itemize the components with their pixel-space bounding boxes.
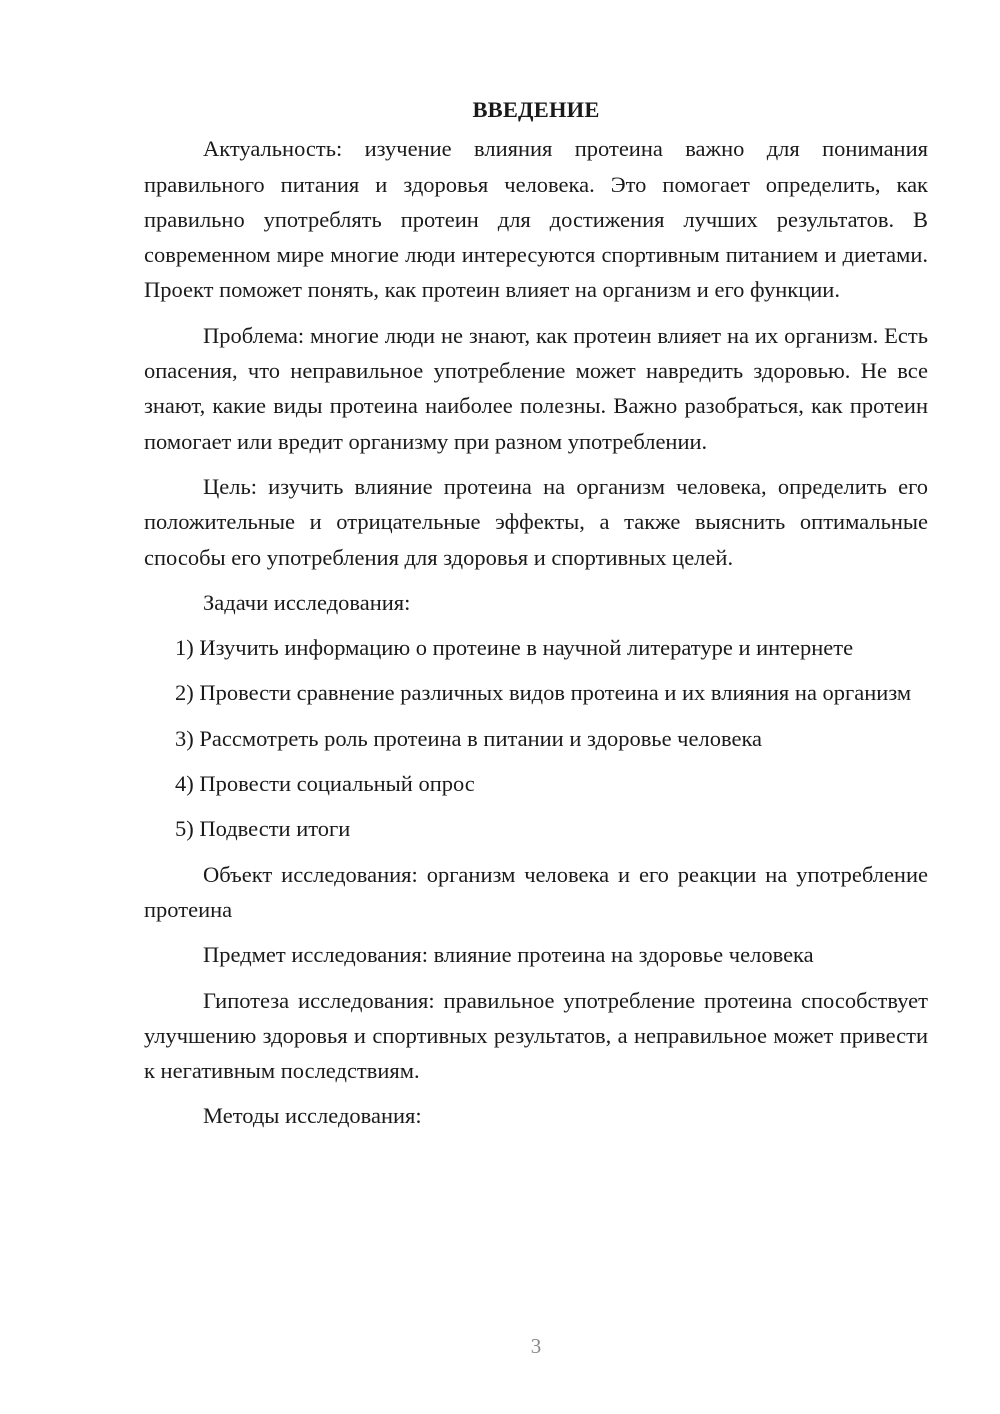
list-item: 5) Подвести итоги <box>175 816 351 842</box>
section-heading: ВВЕДЕНИЕ <box>472 97 600 122</box>
subject-paragraph: Предмет исследования: влияние протеина на здоровье человека <box>203 942 814 968</box>
tasks-list <box>144 630 928 846</box>
list-item: 1) Изучить информацию о протеине в научной литературе и интернете <box>175 635 854 661</box>
methods-title: Методы исследования: <box>203 1103 422 1129</box>
relevance-paragraph: Актуальность: изучение влияния протеина важно для понимания правильного питания и здоровья человека. Это помогает определить, как правильно употреблять протеин для достижения лучших результатов. В современном мире многие люди интересуются спортивным питанием и диетами. Проект поможет понять, как протеин влияет на организм и его функции. <box>144 136 928 303</box>
page-number: 3 <box>530 1334 542 1358</box>
list-item: 4) Провести социальный опрос <box>175 771 475 797</box>
hypothesis-paragraph: Гипотеза исследования: правильное употребление протеина способствует улучшению здоровья и спортивных результатов, а неправильное может привести к негативным последствиям. <box>144 987 928 1084</box>
object-paragraph: Объект исследования: организм человека и его реакции на употребление протеина <box>144 861 928 922</box>
list-item: 2) Провести сравнение различных видов протеина и их влияния на организм <box>175 680 912 706</box>
page-content <box>144 92 928 1144</box>
tasks-title: Задачи исследования: <box>203 589 411 615</box>
list-item: 3) Рассмотреть роль протеина в питании и здоровье человека <box>175 725 763 751</box>
problem-paragraph: Проблема: многие люди не знают, как протеин влияет на их организм. Есть опасения, что неправильное употребление может навредить здоровью. Не все знают, какие виды протеина наиболее полезны. Важно разобраться, как протеин помогает или вредит организму при разном употреблении. <box>144 322 928 454</box>
goal-paragraph: Цель: изучить влияние протеина на организм человека, определить его положительные и отрицательные эффекты, а также выяснить оптимальные способы его употребления для здоровья и спортивных целей. <box>144 473 928 570</box>
